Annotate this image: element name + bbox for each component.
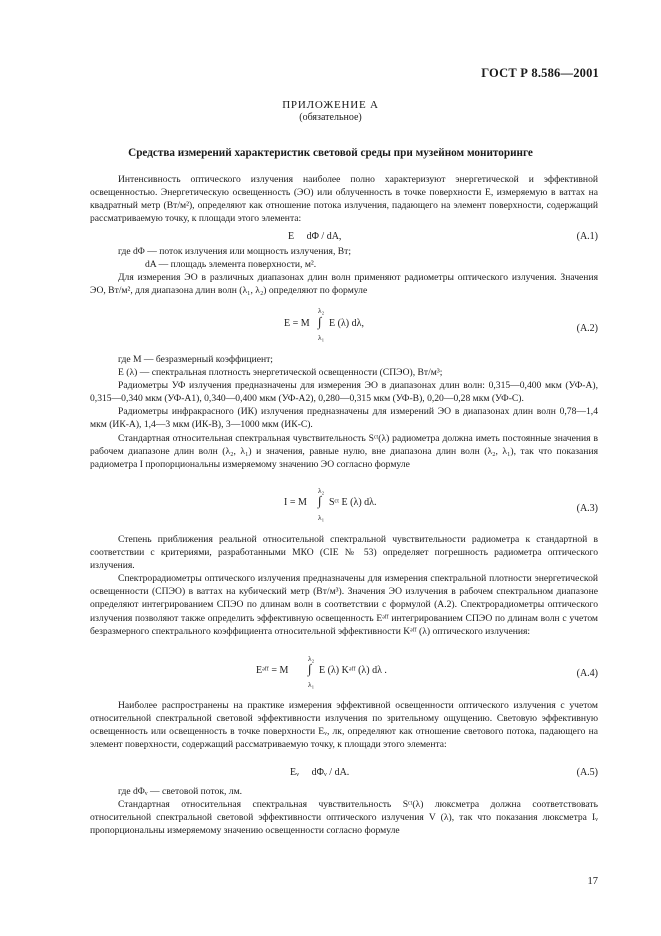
text-block-6 [90,785,598,837]
equation-lhs: E [288,231,295,242]
paragraph: Стандартная относительная спектральная чувствительность Sᶜᵗ(λ) радиометра должна иметь постоянные значения в рабочем диапазоне длин волн (λ₂, λ₁) и значения, равные нулю, вне диапазона длин волн (λ₂, λ₁), так что показания радиометра I пропорциональны измеряемому значению ЭО согласно формуле [90,432,598,470]
page-number: 17 [587,876,598,887]
equation-number: (А.5) [576,767,598,778]
equation-body: Sᶜᵗ E (λ) dλ. [329,497,377,508]
integral-lower-limit: λ₁ [308,680,315,689]
integral-sign: ∫ [318,493,322,508]
equation-number: (А.2) [576,323,598,334]
paragraph: Степень приближения реальной относительной спектральной чувствительности радиометра к стандартной в соответствии с критериями, разработанными МКО (CIE № 53) определяет погрешность радиометра оптического излучения. [90,534,598,572]
appendix-title: ПРИЛОЖЕНИЕ А [282,99,379,111]
paragraph: Стандартная относительная спектральная чувствительность Sᶜᵗ(λ) люксметра должна соответствовать относительной спектральной световой эффективности оптического излучения V (λ), так что показания люксметра Iᵥ пропорциональны измеряемому значению освещенности согласно формуле [90,799,598,837]
equation-number: (А.4) [576,668,598,679]
equation-number: (А.3) [576,503,598,514]
equation-a5 [290,767,349,778]
equation-body: E (λ) dλ, [329,318,364,329]
section-title: Средства измерений характеристик световой среды при музейном мониторинге [128,147,533,159]
equation-lhs: E = M [284,318,310,329]
appendix-status: (обязательное) [299,112,362,123]
equation-rhs: dΦᵥ / dA. [311,767,350,778]
equation-lhs: I = M [284,497,307,508]
integral-sign: ∫ [318,314,322,329]
text-block-1 [90,173,598,225]
equation-a1 [288,231,341,242]
equation-lhs: Eᵊᶠᶠ = M [256,665,289,676]
text-block-4 [90,533,598,638]
paragraph: Радиометры инфракрасного (ИК) излучения предназначены для измерений ЭО в диапазонах длин волн 0,78—1,4 мкм (ИК-А), 1,4—3 мкм (ИК-В), 3—1000 мкм (ИК-С). [90,406,598,431]
integral-sign: ∫ [308,661,312,676]
paragraph: Для измерения ЭО в различных диапазонах длин волн применяют радиометры оптического излучения. Значения ЭО, Вт/м², для диапазона длин волн (λ₁, λ₂) определяют по формуле [90,272,598,297]
integral-upper-limit: λ₂ [308,654,315,663]
equation-number: (А.1) [576,231,598,242]
paragraph: Спектрорадиометры оптического излучения предназначены для измерения спектральной плотности энергетической освещенности (СПЭО) в ваттах на кубический метр (Вт/м³). Значения ЭО излучения в рабочем спектральном диапазоне определяют интегрированием СПЭО по длинам волн в соответствии с формулой (А.2). Спектрорадиометры оптического излучения позволяют также определить эффективную освещенность Eᵊᶠᶠ интегрированием СПЭО по длинам волн с учетом безразмерного спектрального коэффициента относительной эффективности Kᵊᶠᶠ (λ) оптического излучения: [90,573,598,637]
where-line: где dΦᵥ — световой поток, лм. [118,786,243,797]
standard-designation: ГОСТ Р 8.586—2001 [481,66,599,80]
text-block-5 [90,699,598,751]
paragraph: Интенсивность оптического излучения наиболее полно характеризуют энергетической и эффективной освещенностью. Энергетическую освещенность (ЭО) или облученность в точке поверхности E, измеряемую в ваттах на квадратный метр (Вт/м²), определяют как отношение потока излучения, падающего на элемент поверхности, содержащий рассматриваемую точку, к площади этого элемента: [90,174,598,225]
equation-lhs: Eᵥ [290,767,300,778]
integral-upper-limit: λ₂ [318,306,325,315]
where-line: где M — безразмерный коэффициент; [118,354,273,365]
text-block-3 [90,353,598,471]
where-line: E (λ) — спектральная плотность энергетической освещенности (СПЭО), Вт/м³; [118,367,443,379]
integral-lower-limit: λ₁ [318,333,325,342]
paragraph: Радиометры УФ излучения предназначены для измерения ЭО в диапазонах длин волн: 0,315—0,400 мкм (УФ-А), 0,315—0,340 мкм (УФ-А1), 0,340—0,400 мкм (УФ-А2), 0,280—0,315 мкм (УФ-В), 0,20—0,28 мкм (УФ-С). [90,380,598,405]
text-block-2 [90,245,598,297]
equation-rhs: dΦ / dA, [306,231,342,242]
where-line: где dΦ — поток излучения или мощность излучения, Вт; [118,246,352,257]
where-line: dA — площадь элемента поверхности, м². [145,259,317,271]
equation-body: E (λ) Kᵊᶠᶠ (λ) dλ . [319,665,387,676]
integral-upper-limit: λ₂ [318,486,325,495]
integral-lower-limit: λ₁ [318,513,325,522]
paragraph: Наиболее распространены на практике измерения эффективной освещенности оптического излучения с учетом относительной спектральной световой эффективности излучения по зрительному ощущению. Световую эффективную освещенность или освещенность в точке поверхности Eᵥ, лк, определяют как отношение светового потока, падающего на элемент поверхности, содержащий рассматриваемую точку, к площади этого элемента: [90,700,598,751]
